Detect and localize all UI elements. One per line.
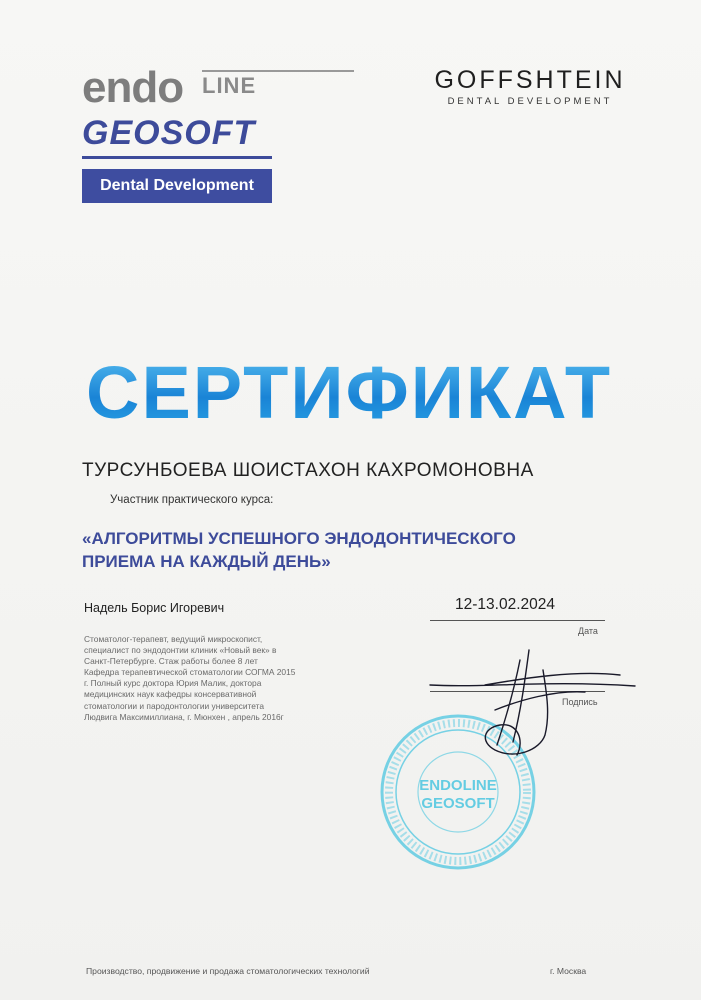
goffshtein-logo: [410, 66, 650, 107]
handwritten-signature: [425, 630, 645, 780]
lecturer-bio-line: специалист по эндодонтии клиник «Новый век» в: [84, 645, 277, 656]
endo-text: endo: [82, 63, 184, 112]
goffshtein-brand: GOFFSHTEIN: [434, 66, 626, 94]
goffshtein-tagline: DENTAL DEVELOPMENT: [447, 96, 613, 107]
dental-development-badge: Dental Development: [82, 169, 272, 203]
lecturer-bio-line: Кафедра терапевтической стоматологии СОГМА 2015: [84, 667, 296, 678]
date-label: Дата: [578, 626, 598, 636]
lecturer-name: Надель Борис Игоревич: [84, 601, 225, 615]
lecturer-bio-line: Стоматолог-терапевт, ведущий микроскопист,: [84, 634, 263, 644]
signature-label: Подпись: [562, 697, 598, 707]
course-title: [82, 527, 612, 573]
certificate-title: СЕРТИФИКАТ: [86, 348, 626, 438]
geosoft-text: GEOSOFT: [82, 114, 256, 152]
line-overbar: [202, 70, 354, 72]
course-title-line-1: «АЛГОРИТМЫ УСПЕШНОГО ЭНДОДОНТИЧЕСКОГО: [82, 529, 516, 548]
recipient-name: ТУРСУНБОЕВА ШОИСТАХОН КАХРОМОНОВНА: [82, 460, 534, 481]
lecturer-bio-line: Людвига Максимиллиана, г. Мюнхен , апрель 2016г: [84, 711, 284, 722]
lecturer-bio-line: стоматологии и пародонтологии университета: [84, 700, 265, 711]
course-title-line-2: ПРИЕМА НА КАЖДЫЙ ДЕНЬ»: [82, 552, 331, 571]
lecturer-bio-line: Санкт-Петербурге. Стаж работы более 8 лет: [84, 656, 258, 667]
lecturer-bio-line: г. Полный курс доктора Юрия Малик, доктора: [84, 678, 262, 689]
lecturer-bio: [84, 634, 354, 723]
footer-production-text: Производство, продвижение и продажа стоматологических технологий: [86, 966, 370, 976]
lecturer-bio-line: медицинских наук кафедры консервативной: [84, 689, 257, 700]
geosoft-underline: [82, 156, 272, 159]
date-line: [430, 620, 605, 621]
stamp-logo-line-1: ENDOLINE: [419, 777, 497, 794]
footer-city: г. Москва: [550, 966, 587, 976]
line-text: LINE: [202, 73, 257, 98]
endoline-geosoft-logo: [82, 64, 274, 203]
date-value: 12-13.02.2024: [455, 596, 555, 613]
participant-label: Участник практического курса:: [110, 494, 274, 506]
endoline-wordmark: [82, 64, 274, 114]
stamp-logo-line-2: GEOSOFT: [421, 795, 495, 812]
